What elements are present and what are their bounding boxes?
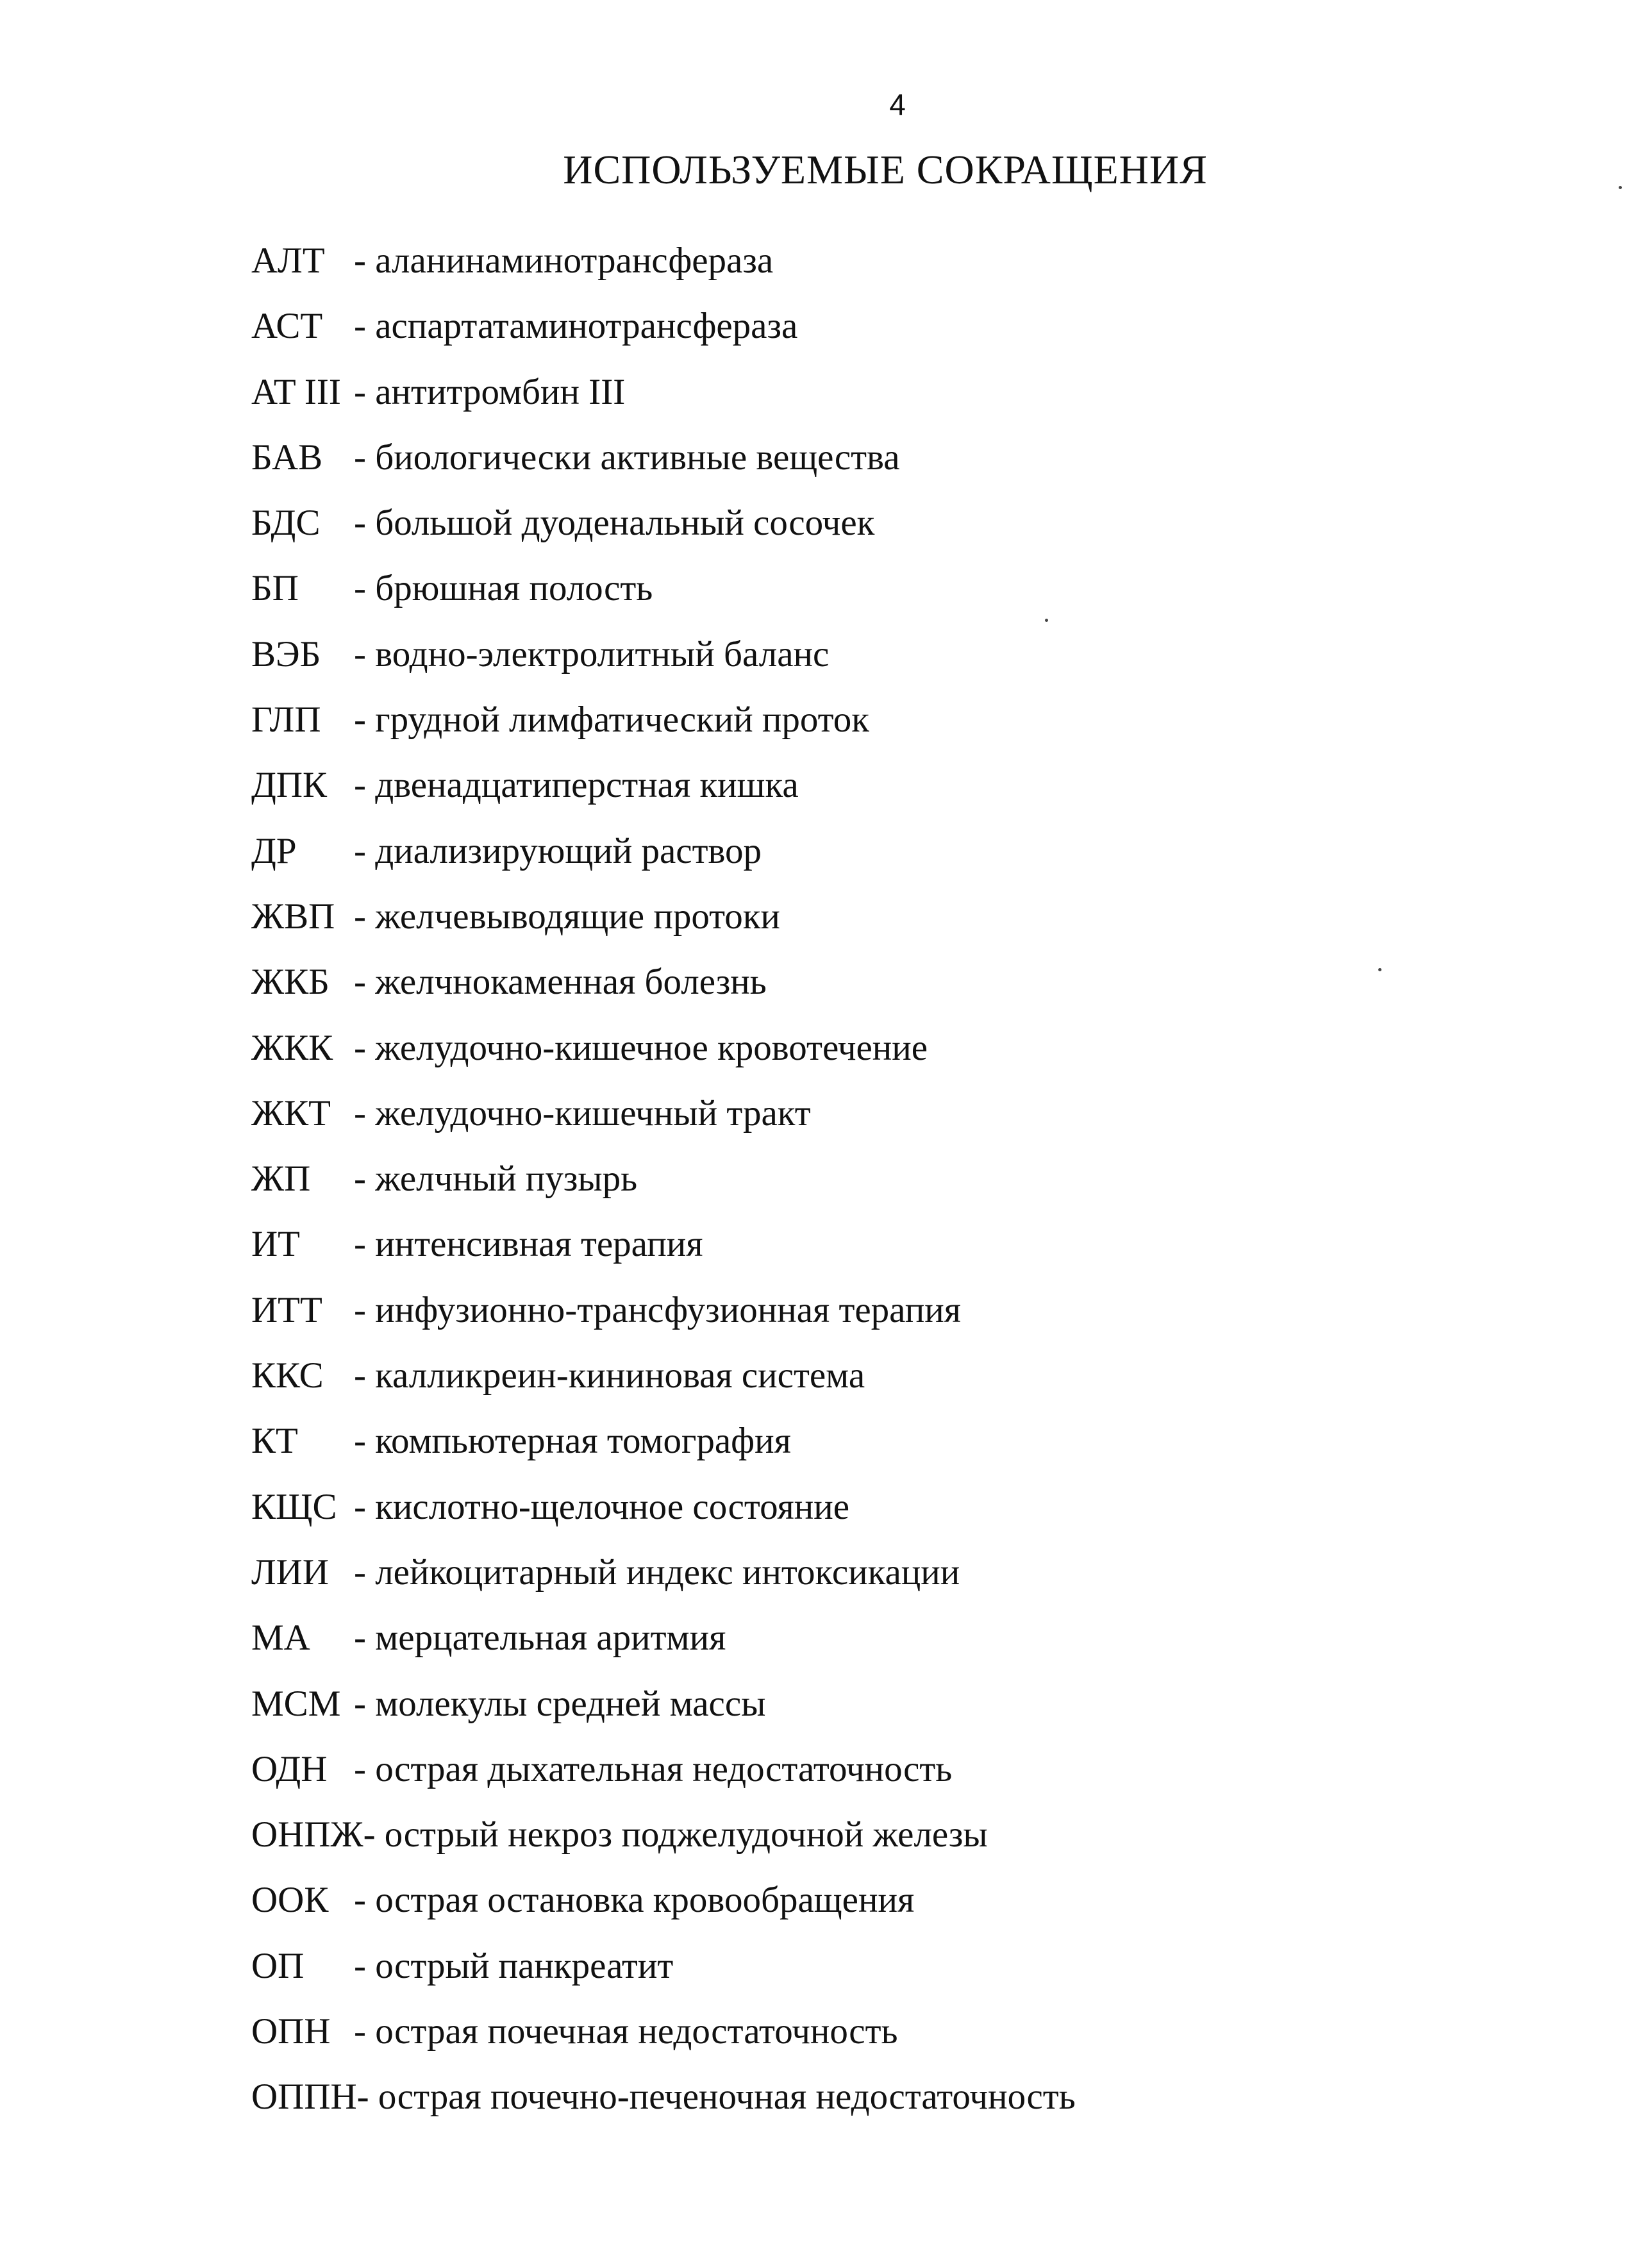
abbreviation-definition: - аспартатаминотрансфераза	[354, 306, 798, 347]
abbreviation-row	[251, 1878, 1533, 1943]
abbreviation-definition: - аланинаминотрансфераза	[354, 240, 774, 281]
abbreviation-definition: - острый панкреатит	[354, 1945, 674, 1986]
abbreviation-row	[251, 370, 1533, 435]
abbreviation-definition: - компьютерная томография	[354, 1421, 791, 1462]
abbreviation-code: ДР	[251, 830, 297, 871]
abbreviation-row	[251, 1616, 1533, 1681]
abbreviation-row	[251, 1222, 1533, 1287]
abbreviation-row	[251, 829, 1533, 894]
abbreviation-definition: - грудной лимфатический проток	[354, 699, 869, 740]
abbreviation-row	[251, 435, 1533, 501]
abbreviation-code: ООК	[251, 1880, 329, 1921]
abbreviation-row	[251, 1812, 1533, 1878]
abbreviation-code: ЛИИ	[251, 1551, 329, 1593]
abbreviation-row	[251, 566, 1533, 631]
abbreviation-code: ОП	[251, 1945, 305, 1986]
abbreviation-definition: - острая дыхательная недостаточность	[354, 1748, 953, 1789]
abbreviation-code: ОНПЖ	[251, 1814, 363, 1855]
abbreviation-definition: - острая почечно-печеночная недостаточность	[356, 2077, 1076, 2118]
abbreviation-row	[251, 1485, 1533, 1550]
scan-speck	[1619, 186, 1622, 189]
abbreviation-row	[251, 960, 1533, 1025]
abbreviation-code: АСТ	[251, 306, 323, 347]
abbreviation-code: AT III	[251, 371, 341, 412]
abbreviation-definition: - интенсивная терапия	[354, 1224, 703, 1265]
abbreviation-definition: - водно-электролитный баланс	[354, 633, 830, 674]
abbreviation-code: ИТ	[251, 1224, 300, 1265]
abbreviation-row	[251, 1157, 1533, 1222]
abbreviation-code: КЩС	[251, 1486, 337, 1527]
abbreviation-definition: - брюшная полость	[354, 568, 653, 609]
abbreviation-definition: - двенадцатиперстная кишка	[354, 765, 799, 806]
scan-speck	[1045, 619, 1048, 622]
abbreviation-row	[251, 1419, 1533, 1484]
abbreviation-code: ОППН	[251, 2077, 357, 2118]
abbreviation-row	[251, 763, 1533, 828]
abbreviation-code: ЖКК	[251, 1027, 333, 1068]
scan-speck	[1378, 968, 1381, 971]
page-title: ИСПОЛЬЗУЕМЫЕ СОКРАЩЕНИЯ	[563, 147, 1208, 192]
abbreviation-code: ОПН	[251, 2011, 331, 2052]
abbreviation-definition: - желчевыводящие протоки	[354, 896, 780, 937]
abbreviation-definition: - острая остановка кровообращения	[354, 1880, 915, 1921]
abbreviation-row	[251, 1091, 1533, 1157]
abbreviation-definition: - острый некроз поджелудочной железы	[363, 1814, 988, 1855]
abbreviation-code: ККС	[251, 1355, 324, 1396]
abbreviation-code: БП	[251, 568, 299, 609]
abbreviation-row	[251, 304, 1533, 369]
abbreviation-definition: - молекулы средней массы	[354, 1683, 766, 1724]
abbreviation-row	[251, 238, 1533, 304]
abbreviation-row	[251, 698, 1533, 763]
abbreviation-code: БДС	[251, 503, 321, 544]
abbreviation-definition: - желчнокаменная болезнь	[354, 962, 767, 1003]
abbreviation-definition: - диализирующий раствор	[354, 830, 762, 871]
abbreviation-definition: - кислотно-щелочное состояние	[354, 1486, 850, 1527]
abbreviation-code: ЖКБ	[251, 962, 330, 1003]
abbreviation-row	[251, 1288, 1533, 1353]
abbreviation-definition: - калликреин-кининовая система	[354, 1355, 865, 1396]
abbreviation-definition: - желудочно-кишечный тракт	[354, 1092, 811, 1133]
abbreviation-row	[251, 501, 1533, 566]
abbreviation-row	[251, 894, 1533, 960]
abbreviation-code: МСМ	[251, 1683, 341, 1724]
abbreviation-definition: - желудочно-кишечное кровотечение	[354, 1027, 928, 1068]
abbreviation-definition: - мерцательная аритмия	[354, 1618, 726, 1659]
abbreviation-row	[251, 2075, 1533, 2140]
abbreviation-code: ГЛП	[251, 699, 321, 740]
abbreviation-code: МА	[251, 1618, 310, 1659]
abbreviation-code: ИТТ	[251, 1289, 322, 1330]
abbreviation-row	[251, 1550, 1533, 1616]
abbreviation-definition: - биологически активные вещества	[354, 437, 900, 478]
abbreviation-definition: - антитромбин III	[354, 371, 626, 412]
abbreviation-code: АЛТ	[251, 240, 325, 281]
abbreviation-row	[251, 1682, 1533, 1747]
abbreviation-code: ЖВП	[251, 896, 335, 937]
abbreviation-definition: - лейкоцитарный индекс интоксикации	[354, 1551, 960, 1593]
abbreviation-row	[251, 1026, 1533, 1091]
abbreviation-code: ЖП	[251, 1158, 311, 1200]
abbreviation-code: ДПК	[251, 765, 328, 806]
abbreviation-row	[251, 2009, 1533, 2075]
abbreviation-code: КТ	[251, 1421, 298, 1462]
abbreviation-code: ЖКТ	[251, 1092, 331, 1133]
abbreviation-row	[251, 1353, 1533, 1419]
abbreviation-definition: - большой дуоденальный сосочек	[354, 503, 875, 544]
abbreviation-definition: - желчный пузырь	[354, 1158, 638, 1200]
abbreviation-row	[251, 1747, 1533, 1812]
abbreviation-list	[251, 238, 1533, 2141]
abbreviation-definition: - острая почечная недостаточность	[354, 2011, 898, 2052]
abbreviation-row	[251, 1944, 1533, 2009]
abbreviation-code: ВЭБ	[251, 633, 321, 674]
page-number: 4	[889, 88, 906, 121]
abbreviation-code: ОДН	[251, 1748, 328, 1789]
abbreviation-row	[251, 632, 1533, 698]
abbreviation-code: БАВ	[251, 437, 323, 478]
abbreviation-definition: - инфузионно-трансфузионная терапия	[354, 1289, 961, 1330]
